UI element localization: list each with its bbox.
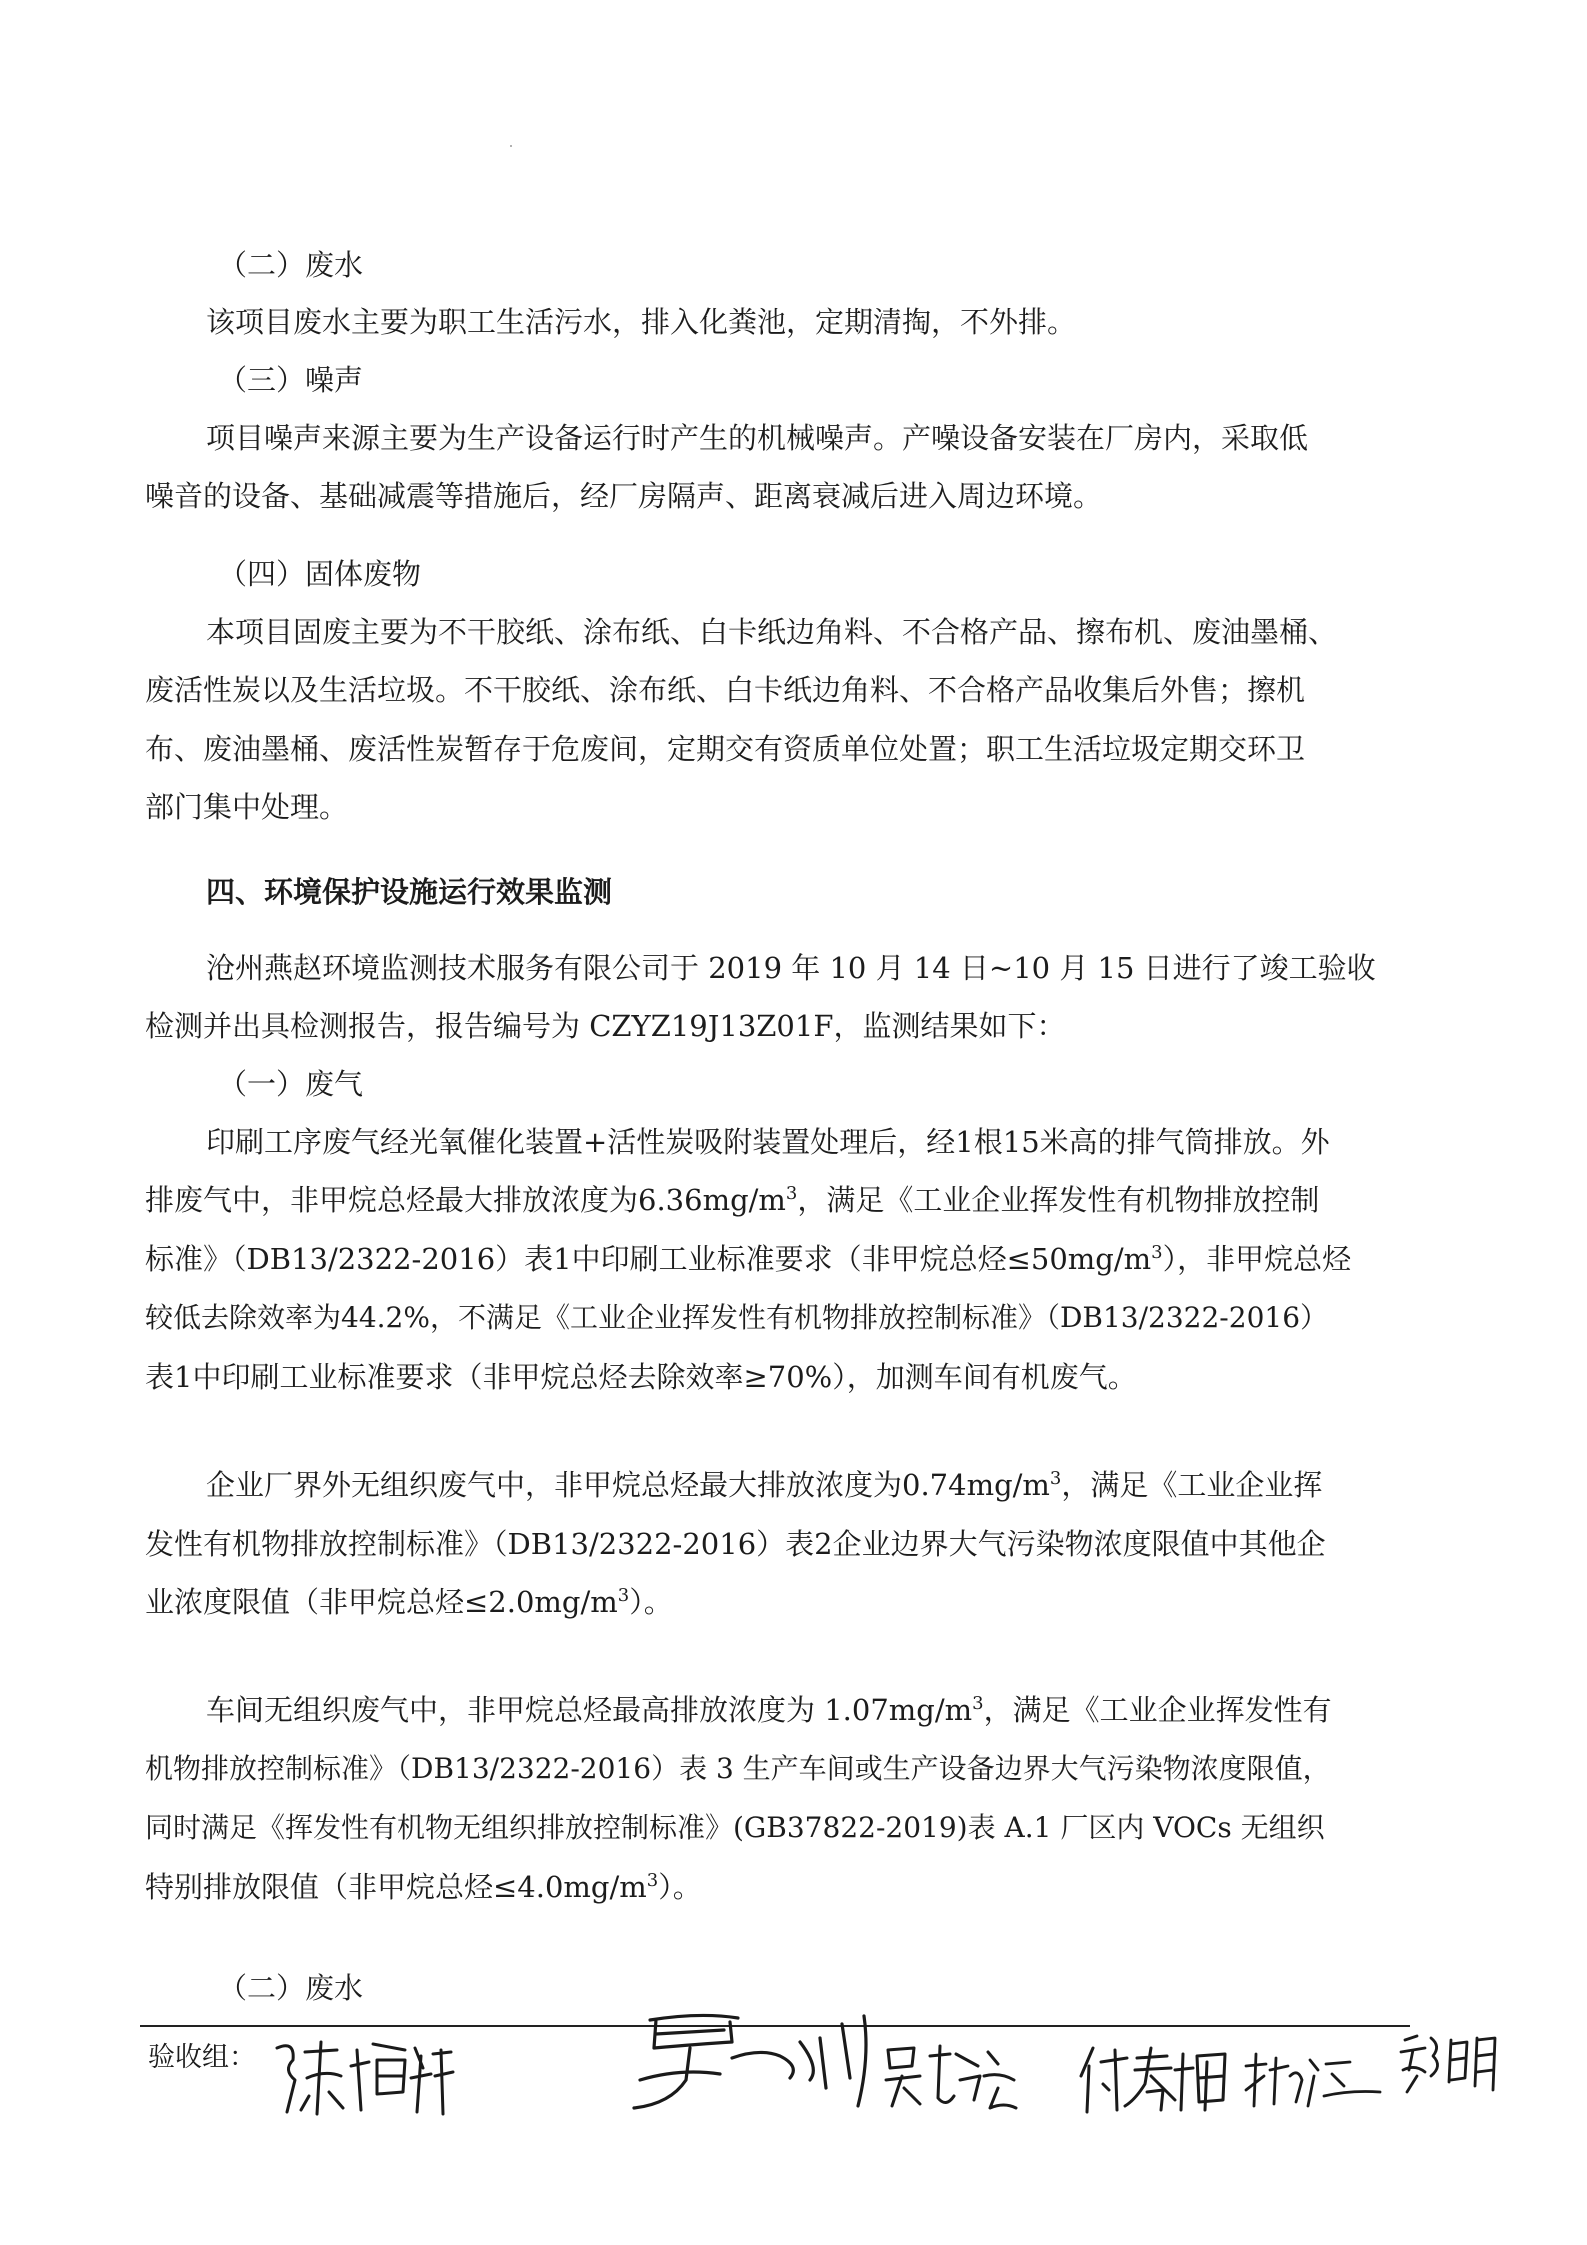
signature-1 [265,2030,455,2120]
signature-2 [620,2008,880,2118]
section-heading-solid-waste: （四）固体废物 [218,557,422,591]
paragraph-line: 废活性炭以及生活垃圾。不干胶纸、涂布纸、白卡纸边角料、不合格产品收集后外售；擦机 [145,673,1306,707]
superscript: 3 [646,1870,659,1891]
superscript: 3 [785,1183,798,1204]
paragraph-line [145,1582,1345,1622]
paragraph-line: 检测并出具检测报告，报告编号为 CZYZ19J13Z01F，监测结果如下： [145,1009,1066,1043]
superscript: 3 [972,1693,984,1714]
signature-5 [1240,2046,1390,2116]
paragraph-line: 布、废油墨桶、废活性炭暂存于危废间，定期交有资质单位处置；职工生活垃圾定期交环卫 [145,732,1306,766]
section-heading-waste-gas: （一）废气 [218,1067,364,1101]
paragraph-line: 项目噪声来源主要为生产设备运行时产生的机械噪声。产噪设备安装在厂房内，采取低 [206,421,1309,455]
text-run: 企业厂界外无组织废气中，非甲烷总烃最大排放浓度为0.74mg/m [206,1468,1050,1502]
superscript: 3 [1151,1242,1163,1263]
paragraph-line: 本项目固废主要为不干胶纸、涂布纸、白卡纸边角料、不合格产品、擦布机、废油墨桶、 [206,615,1338,649]
paragraph-line: 沧州燕赵环境监测技术服务有限公司于 2019 年 10 月 14 日~10 月 15 日进行了竣工验收 [206,951,1376,985]
paragraph-line [206,1465,1406,1505]
paragraph-line: 同时满足《挥发性有机物无组织排放控制标准》(GB37822-2019)表 A.1 厂区内 VOCs 无组织 [145,1811,1325,1844]
text-run: ，满足《工业企业挥发性有机物排放控制 [797,1183,1320,1217]
superscript: 3 [1049,1468,1062,1489]
paragraph-line [206,1690,1406,1730]
section-heading-monitoring: 四、环境保护设施运行效果监测 [206,875,613,909]
paragraph-line: 部门集中处理。 [145,790,349,824]
paragraph-line: 噪音的设备、基础减震等措施后，经厂房隔声、距离衰减后进入周边环境。 [145,479,1103,513]
signature-3 [880,2036,1020,2116]
paragraph-line [145,1180,1345,1220]
paragraph-line: 表1中印刷工业标准要求（非甲烷总烃去除效率≥70%），加测车间有机废气。 [145,1360,1137,1394]
signature-4 [1075,2040,1235,2120]
text-run: ）。 [658,1870,702,1904]
acceptance-team-label: 验收组： [148,2042,256,2073]
text-run: 特别排放限值（非甲烷总烃≤4.0mg/m [145,1870,647,1904]
paragraph-line: 发性有机物排放控制标准》（DB13/2322-2016）表2企业边界大气污染物浓度限值中其他企 [145,1527,1326,1561]
paragraph-line [145,1239,1352,1279]
signature-6 [1395,2026,1505,2106]
text-run: 车间无组织废气中，非甲烷总烃最高排放浓度为 1.07mg/m [206,1693,973,1727]
text-run: ，满足《工业企业挥 [1061,1468,1323,1502]
paragraph-line [145,1867,1345,1907]
text-run: ）。 [629,1585,673,1619]
text-run: 标准》（DB13/2322-2016）表1中印刷工业标准要求（非甲烷总烃≤50mg/m [145,1242,1152,1276]
text-run: ），非甲烷总烃 [1162,1242,1352,1276]
text-run: 排废气中，非甲烷总烃最大排放浓度为6.36mg/m [145,1183,786,1217]
section-heading-noise: （三）噪声 [218,363,364,397]
section-heading-wastewater: （二）废水 [218,248,364,282]
paragraph-line: 该项目废水主要为职工生活污水，排入化粪池，定期清掏，不外排。 [206,305,1077,339]
scan-speck [510,145,512,147]
text-run: ，满足《工业企业挥发性有 [983,1693,1332,1727]
text-run: 业浓度限值（非甲烷总烃≤2.0mg/m [145,1585,618,1619]
superscript: 3 [617,1585,630,1606]
section-heading-wastewater-2: （二）废水 [218,1971,364,2005]
paragraph-line: 印刷工序废气经光氧催化装置+活性炭吸附装置处理后，经1根15米高的排气筒排放。外 [206,1125,1330,1159]
paragraph-line: 较低去除效率为44.2%，不满足《工业企业挥发性有机物排放控制标准》（DB13/2322-2016） [145,1301,1329,1334]
paragraph-line: 机物排放控制标准》（DB13/2322-2016）表 3 生产车间或生产设备边界大气污染物浓度限值， [145,1752,1331,1785]
